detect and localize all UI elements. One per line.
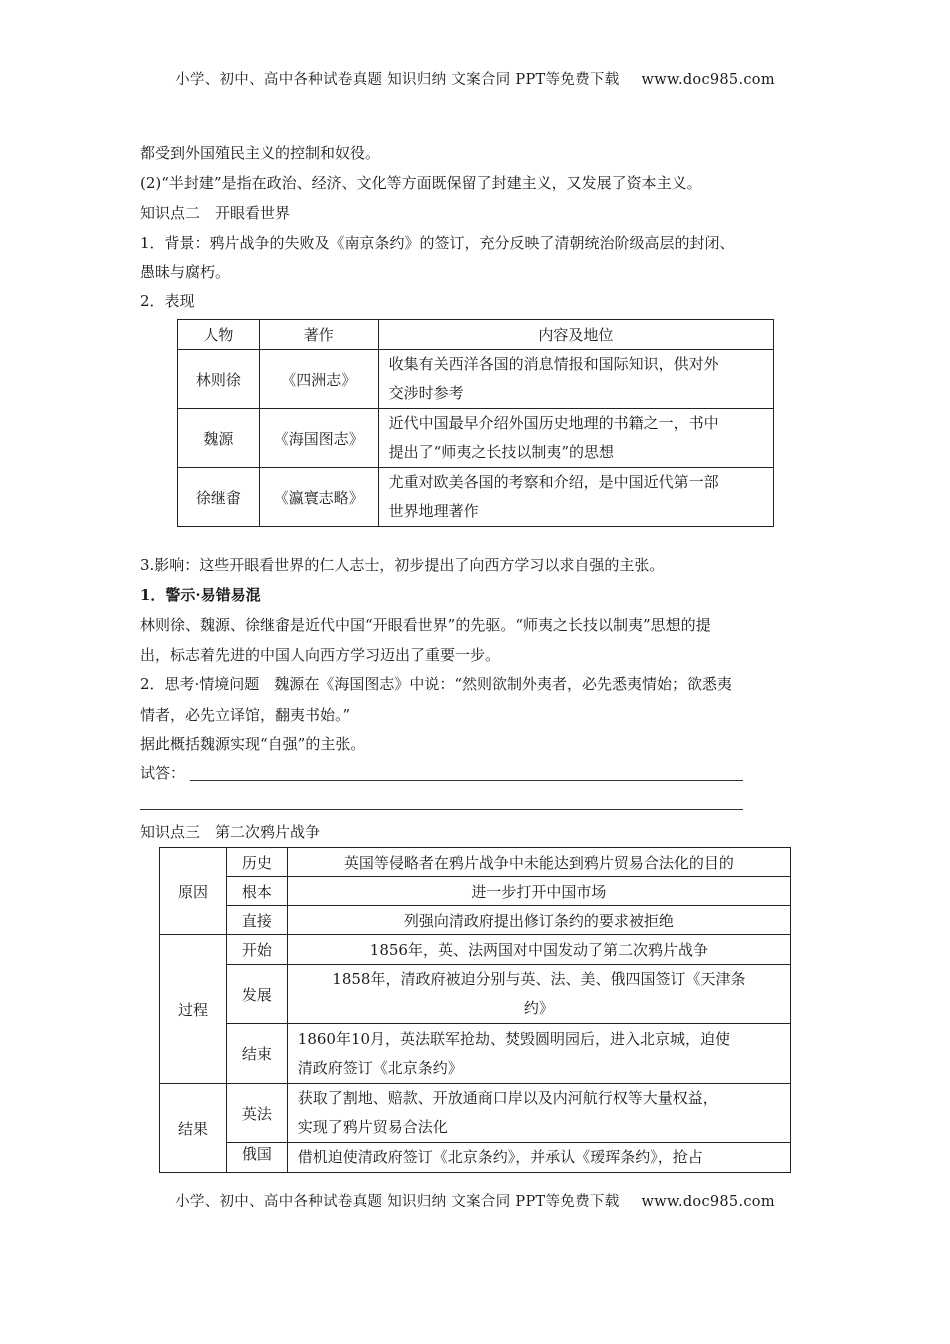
table-header: 内容及地位 — [378, 320, 773, 350]
sub-cell: 结束 — [226, 1024, 287, 1084]
sub-cell: 历史 — [226, 848, 287, 877]
text-cell — [287, 965, 790, 1024]
sub-cell: 俄国 — [226, 1143, 287, 1173]
text-line: 3.影响：这些开眼看世界的仁人志士，初步提出了向西方学习以求自强的主张。 — [140, 556, 665, 574]
subsection-title: 1．警示·易错易混 — [140, 586, 261, 604]
footer-text: 小学、初中、高中各种试卷真题 知识归纳 文案合同 PPT等免费下载 — [175, 1194, 620, 1210]
text-line: 据此概括魏源实现“自强”的主张。 — [140, 735, 366, 753]
text-cell: 列强向清政府提出修订条约的要求被拒绝 — [287, 906, 790, 935]
text-line: 实现了鸦片贸易合法化 — [297, 1118, 448, 1136]
text-line: 清政府签订《北京条约》 — [297, 1058, 463, 1077]
text-cell: 进一步打开中国市场 — [287, 877, 790, 906]
table-row — [178, 468, 774, 527]
table-row — [160, 1024, 791, 1084]
text-line: 情者，必先立译馆，翻夷书始。” — [140, 706, 351, 724]
answer-label: 试答： — [140, 764, 186, 782]
text-line: 1860年10月，英法联军抢劫、焚毁圆明园后，进入北京城，迫使 — [297, 1029, 731, 1048]
text-line: 都受到外国殖民主义的控制和奴役。 — [140, 144, 381, 162]
content-cell — [378, 350, 773, 409]
text-line: 1858年，清政府被迫分别与英、法、美、俄四国签订《天津条 — [332, 970, 746, 988]
table-row — [178, 409, 774, 468]
content-line: 交涉时参考 — [388, 384, 464, 402]
text-line: 林则徐、魏源、徐继畬是近代中国“开眼看世界”的先驱。“师夷之长技以制夷”思想的提 — [140, 616, 711, 634]
table-row — [178, 350, 774, 409]
person-cell: 魏源 — [178, 409, 260, 468]
table-header: 著作 — [259, 320, 378, 350]
person-cell: 徐继畬 — [178, 468, 260, 527]
person-cell: 林则徐 — [178, 350, 260, 409]
sub-cell: 发展 — [226, 965, 287, 1024]
header-text: 小学、初中、高中各种试卷真题 知识归纳 文案合同 PPT等免费下载 — [175, 72, 620, 88]
sub-cell: 根本 — [226, 877, 287, 906]
table-row — [160, 848, 791, 877]
text-line: 愚昧与腐朽。 — [140, 263, 231, 281]
opium-war-table — [159, 847, 791, 1173]
content-line: 收集有关西洋各国的消息情报和国际知识，供对外 — [388, 355, 719, 373]
table-row — [160, 1143, 791, 1173]
category-cell: 原因 — [160, 848, 227, 935]
category-cell: 过程 — [160, 935, 227, 1084]
text-line: 1．背景：鸦片战争的失败及《南京条约》的签订，充分反映了清朝统治阶级高层的封闭、 — [140, 234, 735, 252]
section-title: 知识点二 开眼看世界 — [140, 204, 291, 222]
text-cell: 英国等侵略者在鸦片战争中未能达到鸦片贸易合法化的目的 — [287, 848, 790, 877]
table-header: 人物 — [178, 320, 260, 350]
work-cell: 《瀛寰志略》 — [259, 468, 378, 527]
text-cell: 借机迫使清政府签订《北京条约》，并承认《瑷珲条约》，抢占 — [287, 1143, 790, 1173]
content-line: 世界地理著作 — [388, 502, 479, 520]
table-row — [160, 906, 791, 935]
text-cell — [287, 1024, 790, 1084]
figures-table — [177, 319, 774, 527]
content-line: 尤重对欧美各国的考察和介绍，是中国近代第一部 — [388, 473, 719, 491]
subsection-title: 2．表现 — [140, 292, 195, 310]
sub-cell: 开始 — [226, 935, 287, 965]
page-header — [0, 68, 950, 89]
content-line: 近代中国最早介绍外国历史地理的书籍之一，书中 — [388, 414, 719, 432]
table-row — [160, 935, 791, 965]
text-line: 约》 — [523, 999, 554, 1017]
table-row — [160, 877, 791, 906]
text-line: 出，标志着先进的中国人向西方学习迈出了重要一步。 — [140, 646, 501, 664]
text-cell: 1856年，英、法两国对中国发动了第二次鸦片战争 — [287, 935, 790, 965]
table-row — [160, 1084, 791, 1143]
section-title: 知识点三 第二次鸦片战争 — [140, 823, 321, 841]
category-cell: 结果 — [160, 1084, 227, 1173]
content-line: 提出了“师夷之长技以制夷”的思想 — [388, 443, 615, 461]
answer-line[interactable] — [140, 809, 743, 810]
text-cell — [287, 1084, 790, 1143]
sub-cell: 直接 — [226, 906, 287, 935]
table-row — [160, 965, 791, 1024]
content-cell — [378, 468, 773, 527]
footer-site[interactable]: www.doc985.com — [641, 1194, 775, 1210]
content-cell — [378, 409, 773, 468]
answer-line[interactable] — [190, 780, 743, 781]
text-line: (2)“半封建”是指在政治、经济、文化等方面既保留了封建主义，又发展了资本主义。 — [140, 174, 702, 192]
work-cell: 《海国图志》 — [259, 409, 378, 468]
work-cell: 《四洲志》 — [259, 350, 378, 409]
page-footer — [0, 1190, 950, 1211]
sub-cell: 英法 — [226, 1084, 287, 1143]
text-line: 获取了割地、赔款、开放通商口岸以及内河航行权等大量权益， — [297, 1089, 718, 1107]
header-site[interactable]: www.doc985.com — [641, 72, 775, 88]
text-line: 2．思考·情境问题 魏源在《海国图志》中说：“然则欲制外夷者，必先悉夷情始；欲悉夷 — [140, 675, 732, 693]
